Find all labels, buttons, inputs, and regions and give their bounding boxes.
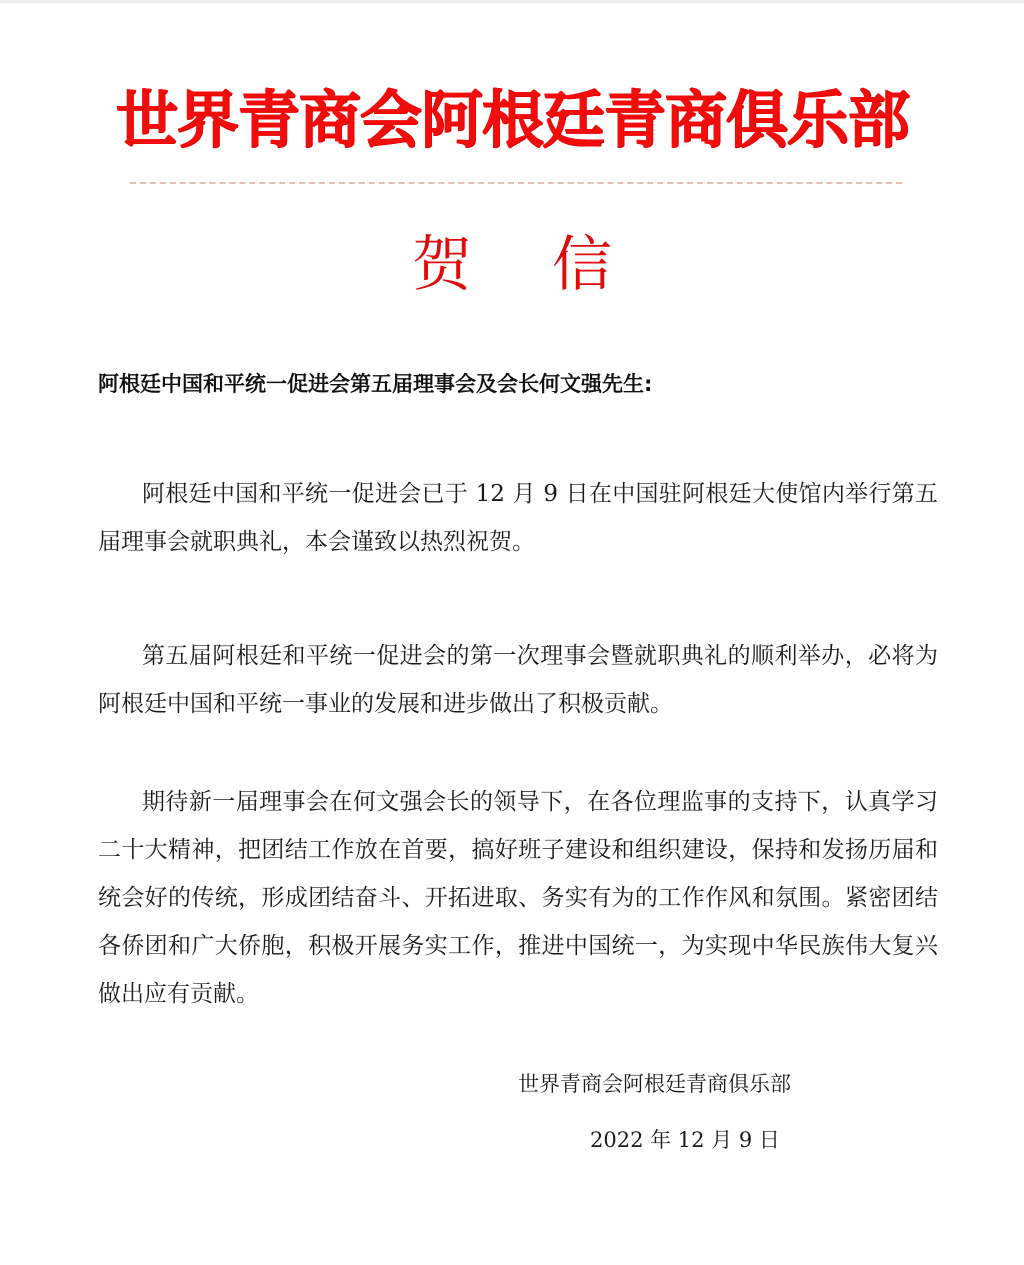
title-char-letter: 信 — [552, 230, 612, 300]
body-paragraph-2: 第五届阿根廷和平统一促进会的第一次理事会暨就职典礼的顺利举办，必将为阿根廷中国和平统一事业的发展和进步做出了积极贡献。 — [98, 643, 938, 717]
title-char-congratulation: 贺 — [412, 230, 472, 300]
signature-date: 2022 年 12 月 9 日 — [590, 1128, 780, 1152]
document-title — [0, 225, 1024, 305]
salutation: 阿根廷中国和平统一促进会第五届理事会及会长何文强先生: — [98, 372, 653, 396]
top-edge-strip — [0, 0, 1024, 3]
body-paragraph-1: 阿根廷中国和平统一促进会已于 12 月 9 日在中国驻阿根廷大使馆内举行第五届理事会就职典礼，本会谨致以热烈祝贺。 — [98, 481, 938, 555]
body-paragraph-3: 期待新一届理事会在何文强会长的领导下，在各位理监事的支持下，认真学习二十大精神，把团结工作放在首要，搞好班子建设和组织建设，保持和发扬历届和统会好的传统，形成团结奋斗、开拓进取、务实有为的工作作风和氛围。紧密团结各侨团和广大侨胞，积极开展务实工作，推进中国统一，为实现中华民族伟大复兴做出应有贡献。 — [98, 789, 938, 1007]
letterhead-divider — [130, 182, 902, 184]
signature-organization: 世界青商会阿根廷青商俱乐部 — [518, 1072, 791, 1096]
letterhead-organization-name: 世界青商会阿根廷青商俱乐部 — [115, 83, 909, 156]
